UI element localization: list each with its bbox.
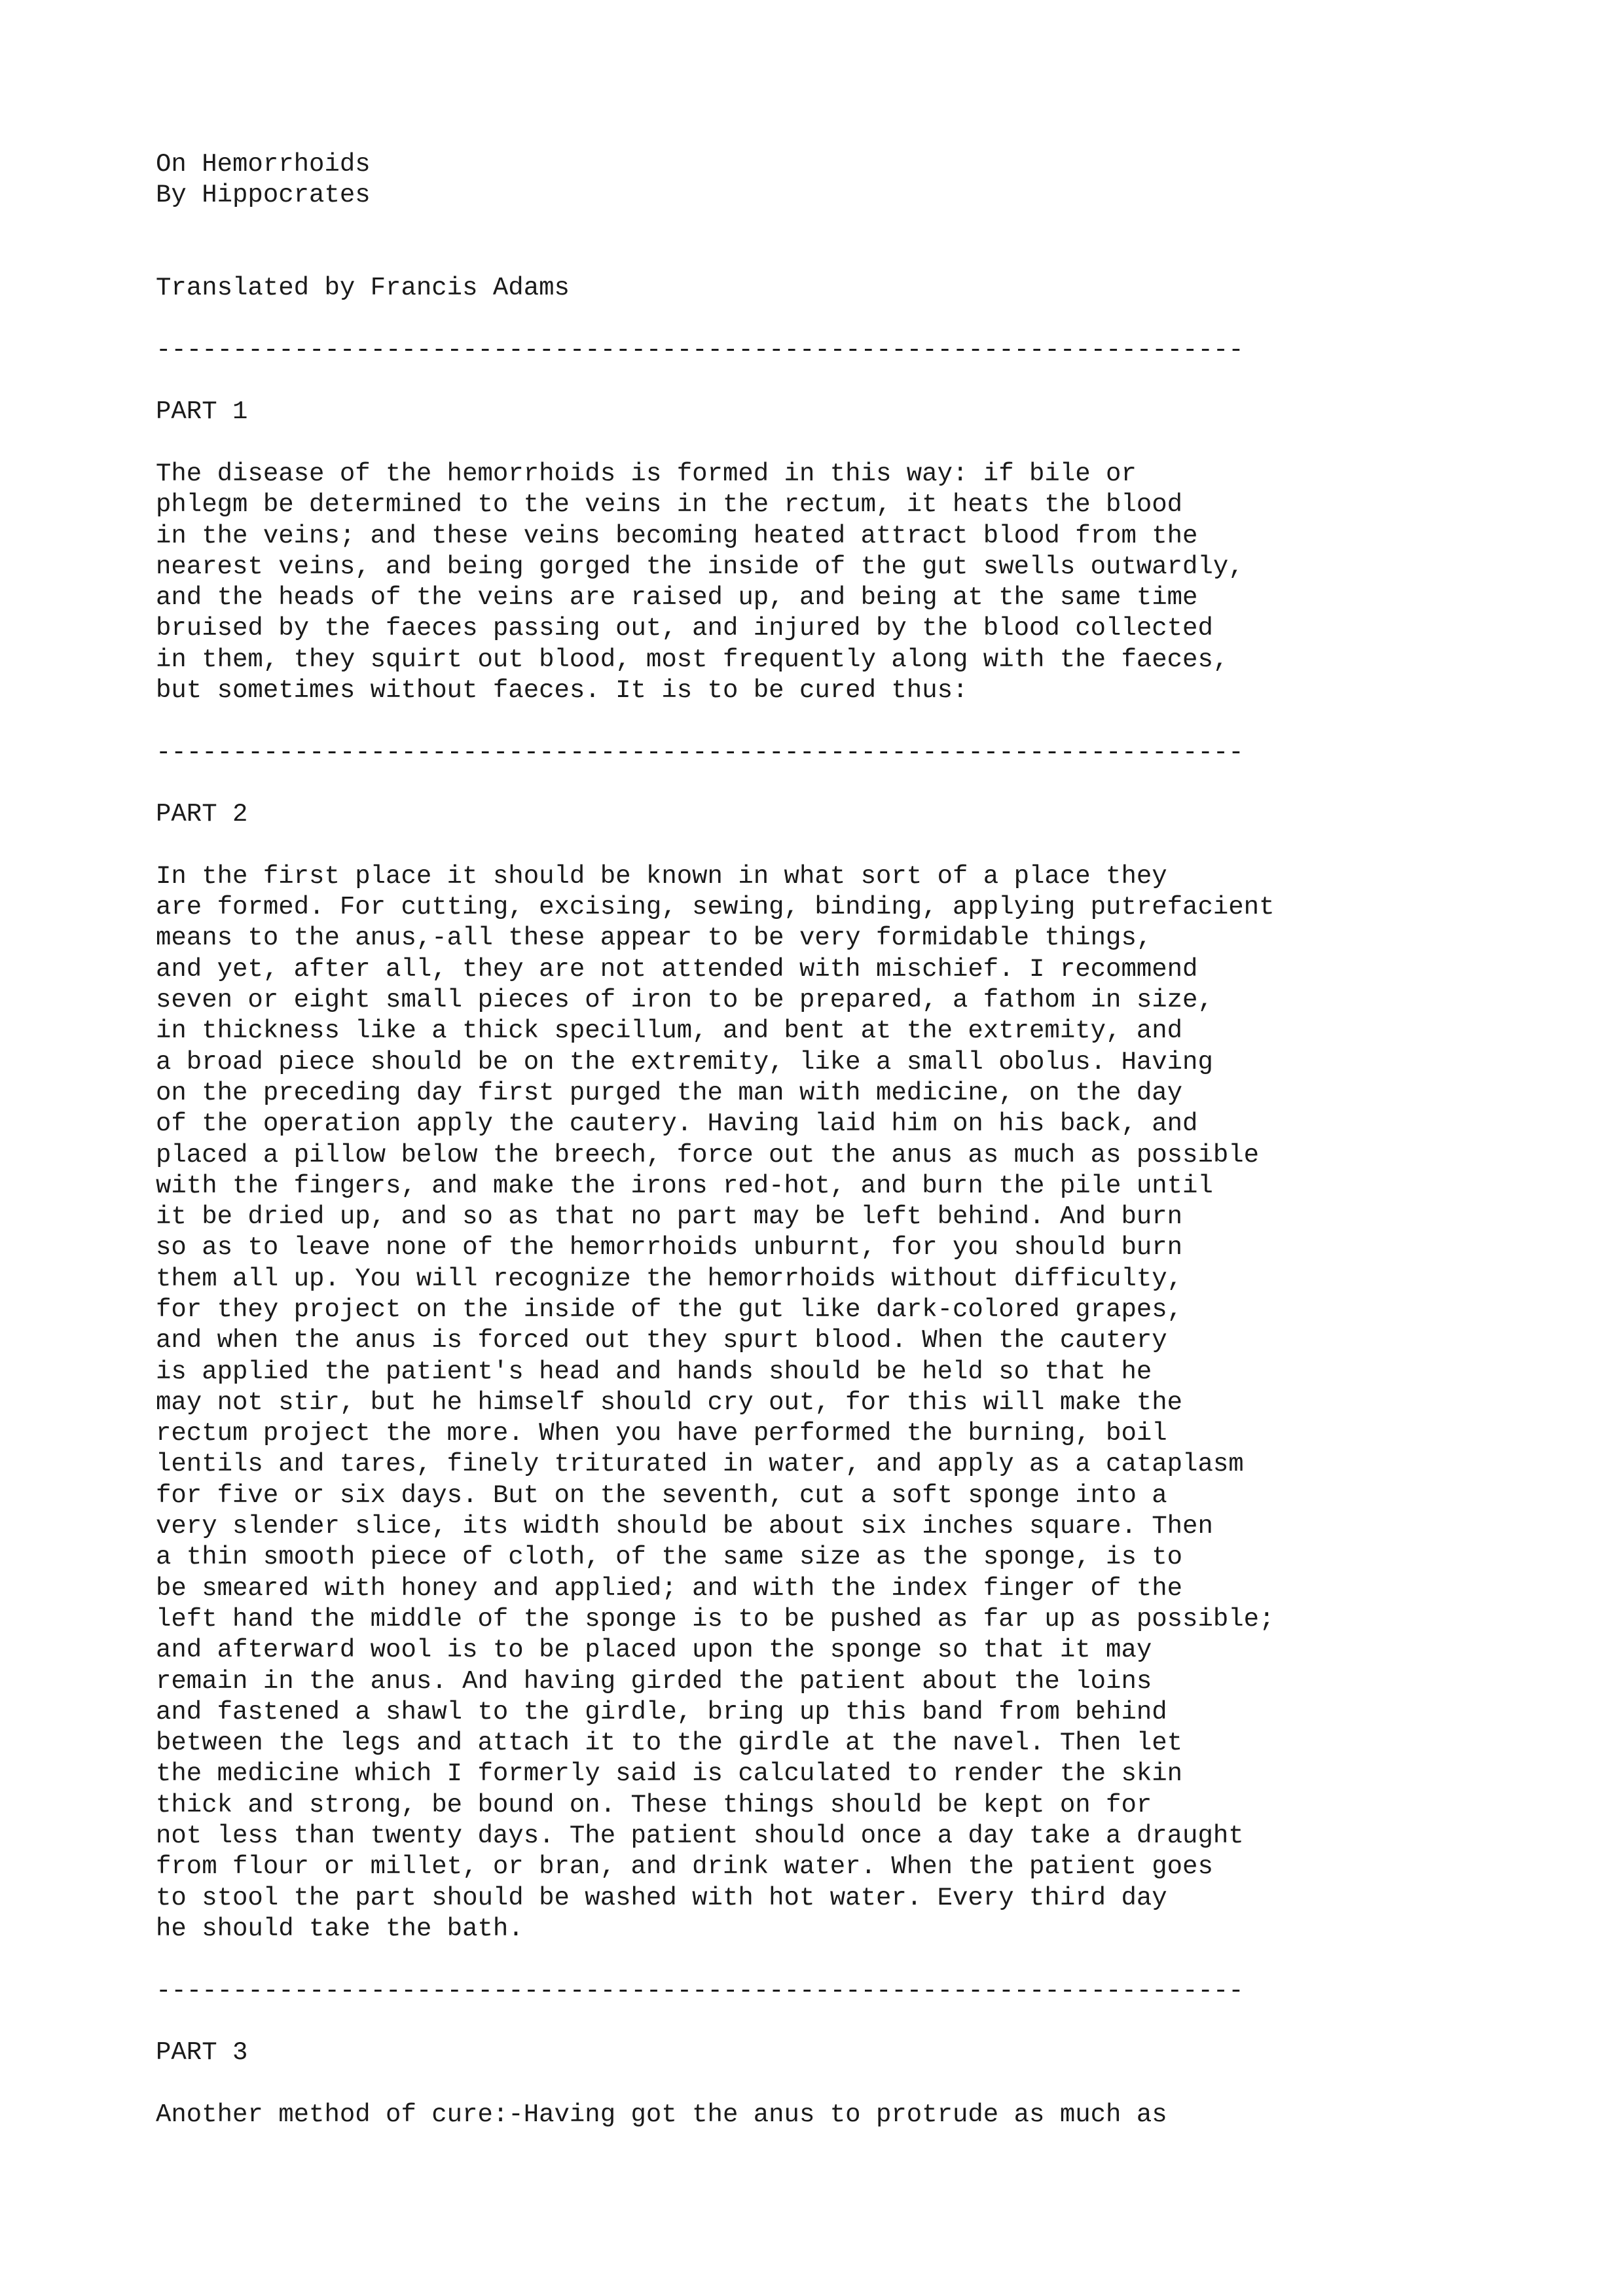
text-line: it be dried up, and so as that no part may be left behind. And burn	[156, 1202, 1183, 1232]
text-line: thick and strong, be bound on. These things should be kept on for	[156, 1790, 1152, 1820]
blank-line	[156, 428, 1596, 459]
text-line: bruised by the faeces passing out, and injured by the blood collected	[156, 614, 1213, 643]
text-line: a broad piece should be on the extremity, like a small obolus. Having	[156, 1047, 1213, 1077]
text-line: left hand the middle of the sponge is to be pushed as far up as possible;	[156, 1604, 1275, 1634]
text-line: In the first place it should be known in what sort of a place they	[156, 861, 1167, 891]
text-line: in them, they squirt out blood, most frequently along with the faeces,	[156, 645, 1229, 674]
document-title: On Hemorrhoids	[156, 150, 371, 179]
part-heading: PART 1	[156, 397, 248, 427]
text-line: of the operation apply the cautery. Having laid him on his back, and	[156, 1109, 1198, 1139]
text-line: lentils and tares, finely triturated in water, and apply as a cataplasm	[156, 1450, 1244, 1479]
text-line: and afterward wool is to be placed upon the sponge so that it may	[156, 1636, 1152, 1665]
text-line: very slender slice, its width should be about six inches square. Then	[156, 1512, 1213, 1541]
text-line: not less than twenty days. The patient should once a day take a draught	[156, 1821, 1244, 1851]
blank-line	[156, 211, 1596, 242]
blank-line	[156, 1945, 1596, 1975]
text-line: in the veins; and these veins becoming heated attract blood from the	[156, 521, 1198, 550]
text-line: is applied the patient's head and hands should be held so that he	[156, 1357, 1152, 1386]
text-line: and fastened a shawl to the girdle, bring up this band from behind	[156, 1697, 1167, 1727]
text-line: but sometimes without faeces. It is to be cured thus:	[156, 676, 968, 706]
part-heading: PART 3	[156, 2038, 248, 2068]
document-translator: Translated by Francis Adams	[156, 274, 570, 303]
text-line: for they project on the inside of the gut like dark-colored grapes,	[156, 1295, 1183, 1324]
text-line: Another method of cure:-Having got the anus to protrude as much as	[156, 2100, 1167, 2129]
blank-line	[156, 831, 1596, 861]
text-line: and yet, after all, they are not attended with mischief. I recommend	[156, 954, 1198, 984]
text-line: a thin smooth piece of cloth, of the same size as the sponge, is to	[156, 1543, 1183, 1572]
blank-line	[156, 2068, 1596, 2099]
text-line: and when the anus is forced out they spurt blood. When the cautery	[156, 1326, 1167, 1355]
text-line: nearest veins, and being gorged the inside of the gut swells outwardly,	[156, 552, 1244, 581]
text-line: for five or six days. But on the seventh, cut a soft sponge into a	[156, 1480, 1167, 1510]
blank-line	[156, 242, 1596, 273]
blank-line	[156, 304, 1596, 334]
text-line: rectum project the more. When you have performed the burning, boil	[156, 1419, 1167, 1448]
document-page	[156, 149, 1596, 2130]
text-line: them all up. You will recognize the hemorrhoids without difficulty,	[156, 1264, 1183, 1293]
text-line: remain in the anus. And having girded the patient about the loins	[156, 1666, 1152, 1696]
text-line: are formed. For cutting, excising, sewing, binding, applying putrefacient	[156, 893, 1275, 922]
document-author: By Hippocrates	[156, 181, 371, 210]
text-line: and the heads of the veins are raised up, and being at the same time	[156, 583, 1198, 613]
blank-line	[156, 768, 1596, 799]
separator-line: -----------------------------------------------------------------------	[156, 335, 1244, 365]
text-line: may not stir, but he himself should cry out, for this will make the	[156, 1388, 1183, 1417]
text-line: between the legs and attach it to the girdle at the navel. Then let	[156, 1729, 1183, 1758]
text-line: so as to leave none of the hemorrhoids unburnt, for you should burn	[156, 1233, 1183, 1263]
text-line: The disease of the hemorrhoids is formed in this way: if bile or	[156, 459, 1137, 488]
text-line: on the preceding day first purged the man with medicine, on the day	[156, 1078, 1183, 1107]
text-line: he should take the bath.	[156, 1914, 524, 1943]
text-line: from flour or millet, or bran, and drink water. When the patient goes	[156, 1852, 1213, 1882]
blank-line	[156, 706, 1596, 737]
text-line: to stool the part should be washed with hot water. Every third day	[156, 1883, 1167, 1912]
blank-line	[156, 2007, 1596, 2037]
text-line: seven or eight small pieces of iron to be prepared, a fathom in size,	[156, 986, 1213, 1015]
text-line: placed a pillow below the breech, force out the anus as much as possible	[156, 1140, 1260, 1170]
text-line: in thickness like a thick specillum, and bent at the extremity, and	[156, 1016, 1183, 1046]
blank-line	[156, 366, 1596, 397]
part-heading: PART 2	[156, 800, 248, 829]
text-line: be smeared with honey and applied; and with the index finger of the	[156, 1573, 1183, 1603]
text-line: with the fingers, and make the irons red-hot, and burn the pile until	[156, 1171, 1213, 1200]
separator-line: -----------------------------------------------------------------------	[156, 1976, 1244, 2005]
text-line: the medicine which I formerly said is calculated to render the skin	[156, 1759, 1183, 1789]
text-line: phlegm be determined to the veins in the rectum, it heats the blood	[156, 490, 1183, 520]
text-line: means to the anus,-all these appear to be very formidable things,	[156, 924, 1152, 953]
separator-line: -----------------------------------------------------------------------	[156, 738, 1244, 767]
